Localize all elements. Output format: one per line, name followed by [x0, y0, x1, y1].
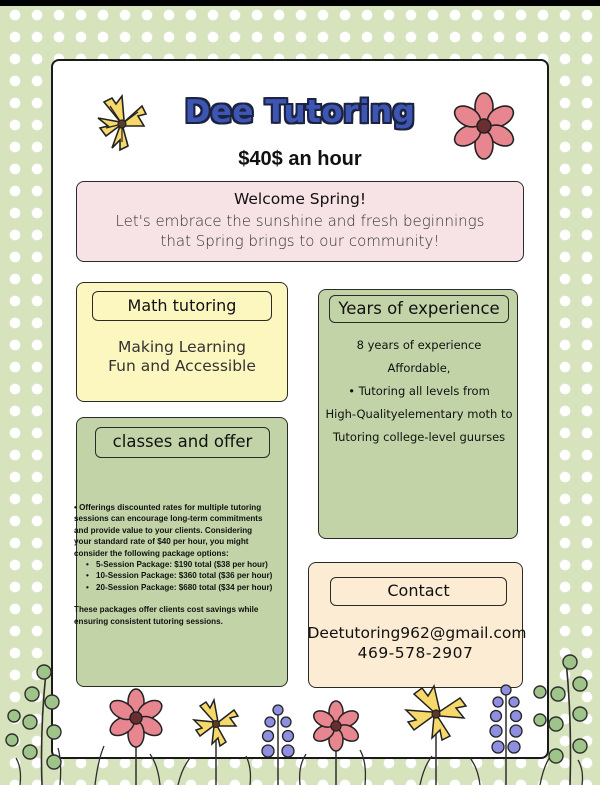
classes-offer-label: classes and offer	[95, 427, 270, 458]
contact-phone[interactable]: 469-578-2907	[357, 644, 474, 662]
green-vine-icon	[534, 655, 587, 785]
hourly-rate: $40$ an hour	[238, 148, 362, 170]
contact-label: Contact	[330, 577, 507, 606]
contact-email[interactable]: Deetutoring962@gmail.com	[307, 624, 527, 642]
blue-bell-flower-icon	[490, 685, 522, 785]
yellow-flower-icon	[406, 686, 466, 785]
package-item: • 20-Session Package: $680 total ($34 per hour)	[74, 582, 288, 593]
offer-line: consider the following package options:	[74, 548, 229, 558]
offer-line: and provide value to your clients. Considering	[74, 525, 253, 535]
experience-line: High-Qualityelementary moth to	[325, 407, 513, 421]
top-border	[0, 0, 600, 6]
offer-line: These packages offer clients cost savings while	[74, 605, 259, 615]
math-tutoring-label: Math tutoring	[92, 291, 272, 321]
offer-line: your standard rate of $40 per hour, you might	[74, 537, 249, 547]
math-tutoring-box	[76, 282, 288, 402]
welcome-box	[76, 181, 524, 262]
welcome-line: that Spring brings to our community!	[160, 232, 440, 250]
welcome-line: Let's embrace the sunshine and fresh beginnings	[115, 212, 485, 230]
years-experience-label: Years of experience	[329, 295, 509, 323]
package-list	[74, 559, 288, 593]
welcome-heading: Welcome Spring!	[233, 190, 367, 208]
classes-offer-box	[76, 417, 288, 687]
experience-line: Affordable,	[387, 361, 451, 375]
green-vine-icon	[6, 665, 61, 785]
classes-offer-text	[74, 502, 288, 627]
math-line: Fun and Accessible	[108, 357, 256, 375]
years-experience-text	[313, 334, 525, 449]
offer-outro	[74, 604, 288, 627]
blue-bell-flower-icon	[262, 705, 294, 785]
years-experience-box	[318, 289, 518, 539]
garden-border	[0, 650, 600, 785]
yellow-flower-icon	[194, 700, 238, 785]
offer-line: ensuring consistent tutoring sessions.	[74, 616, 223, 626]
math-tutoring-text	[77, 338, 287, 376]
offer-line: • Offerings discounted rates for multiple tutoring	[74, 503, 262, 512]
experience-line: Tutoring college-level guurses	[332, 430, 506, 444]
page-title: Dee Tutoring	[184, 94, 416, 130]
pink-flower-icon	[311, 701, 361, 785]
welcome-message	[77, 211, 523, 251]
package-item: • 10-Session Package: $360 total ($36 per hour)	[74, 570, 288, 581]
math-line: Making Learning	[117, 338, 247, 356]
experience-line: • Tutoring all levels from	[348, 384, 490, 398]
pink-flower-icon	[107, 689, 165, 785]
experience-line: 8 years of experience	[356, 338, 482, 352]
package-item: • 5-Session Package: $190 total ($38 per hour)	[74, 559, 288, 570]
offer-line: sessions can encourage long-term commitments	[74, 514, 263, 524]
